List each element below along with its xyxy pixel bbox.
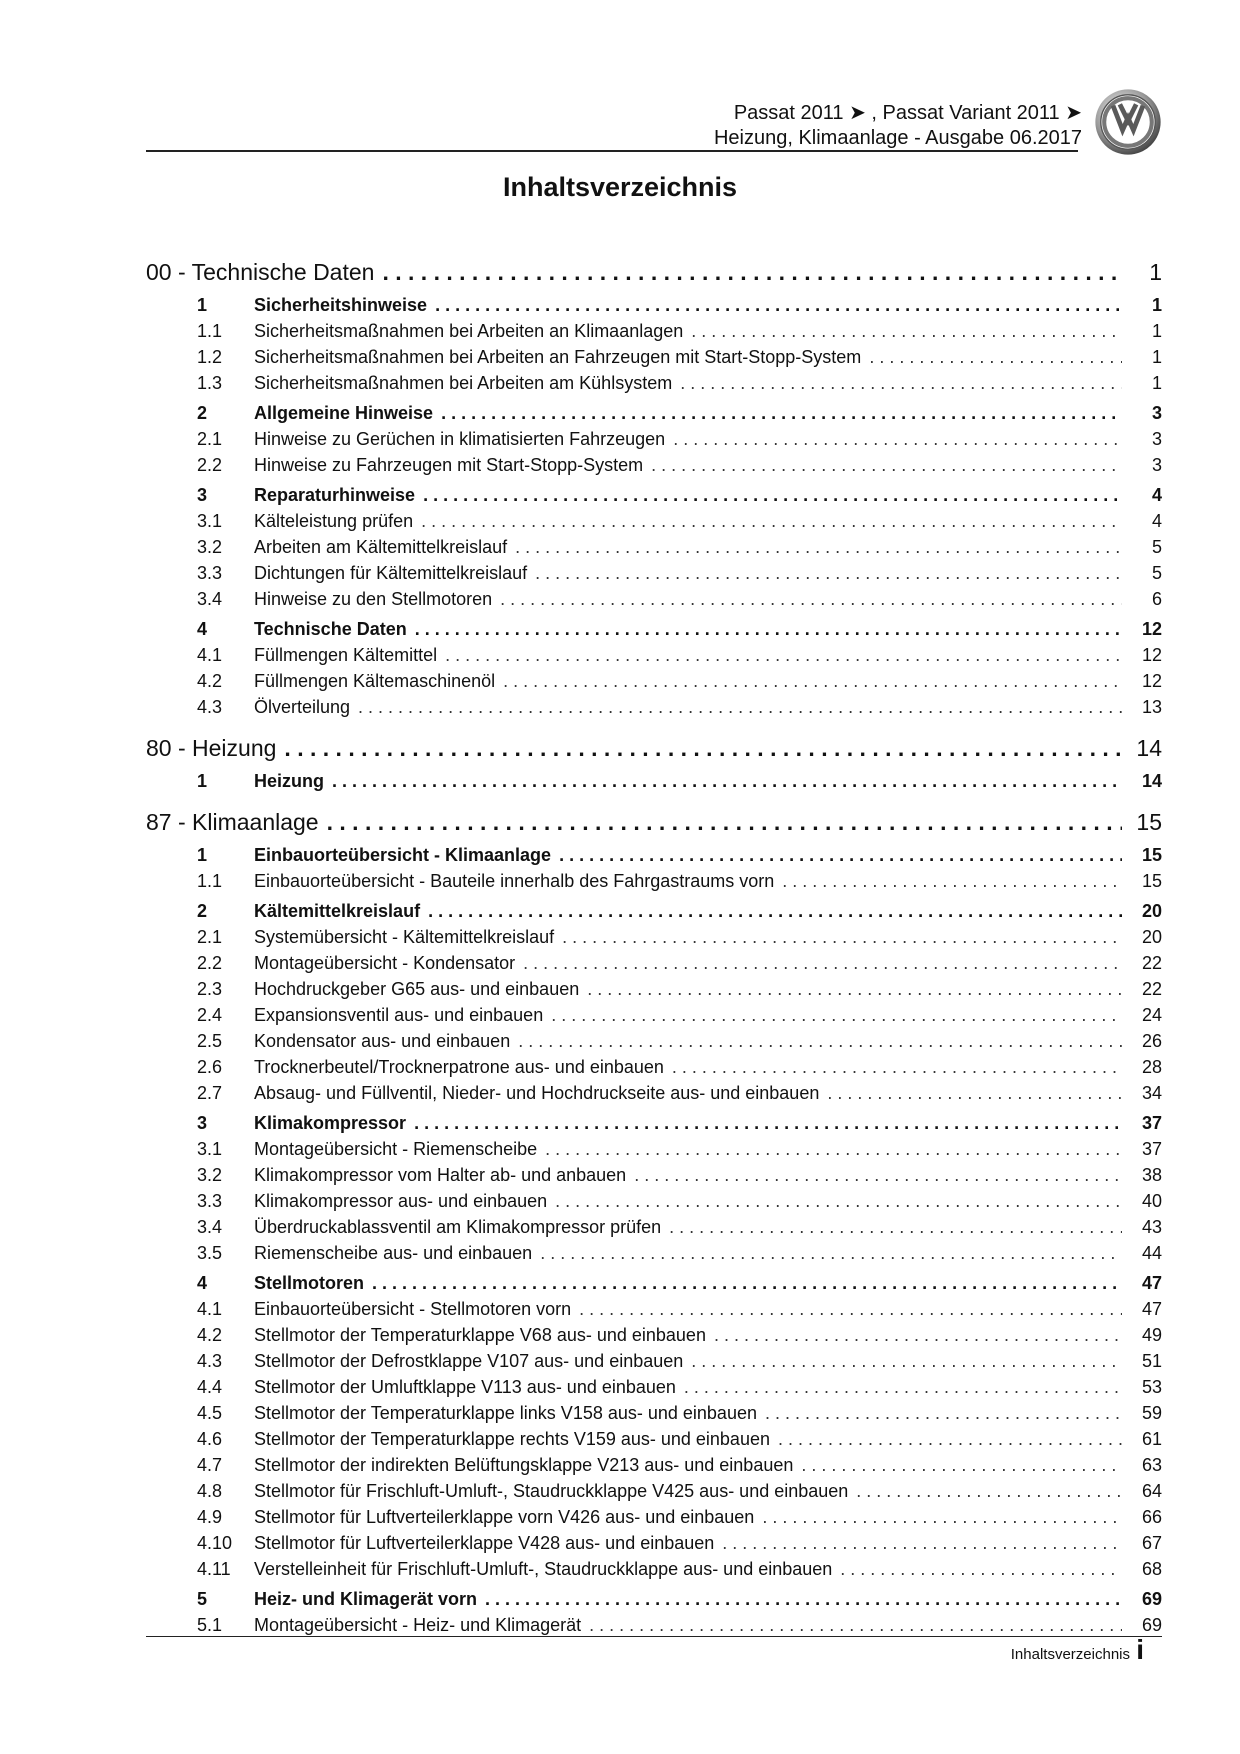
header-manual-line: Heizung, Klimaanlage - Ausgabe 06.2017 (713, 127, 1082, 149)
toc-dot-leader (651, 455, 1122, 476)
toc-dot-leader (714, 1325, 1122, 1346)
toc-chapter-row[interactable] (146, 800, 1162, 836)
toc-dot-leader (372, 1273, 1122, 1294)
toc-entry-number: 4 (197, 1273, 208, 1293)
toc-chapter-row[interactable] (146, 250, 1162, 286)
toc-entry-title: Stellmotor der Defrostklappe V107 aus- und einbauen (254, 1351, 684, 1371)
toc-entry-number: 2.5 (197, 1031, 223, 1051)
toc-dot-leader (762, 1507, 1122, 1528)
toc-entry-title: Stellmotor für Luftverteilerklappe vorn V426 aus- und einbauen (254, 1507, 755, 1527)
toc-entry-page: 5 (1151, 537, 1162, 557)
toc-entry-number: 3 (197, 1113, 208, 1133)
toc-entry-title: Expansionsventil aus- und einbauen (254, 1005, 544, 1025)
toc-entry-title: Hinweise zu den Stellmotoren (254, 589, 493, 609)
toc-entry-title: Stellmotor der Umluftklappe V113 aus- und einbauen (254, 1377, 676, 1397)
toc-entry-page: 68 (1141, 1559, 1162, 1579)
toc-entry-number: 3.1 (197, 511, 223, 531)
toc-entry-page: 1 (1151, 347, 1162, 367)
toc-dot-leader (559, 845, 1122, 866)
toc-dot-leader (415, 619, 1122, 640)
toc-section-row[interactable] (146, 1584, 1162, 1610)
footer-label: Inhaltsverzeichnis (1010, 1646, 1130, 1663)
toc-entry-page: 3 (1151, 429, 1162, 449)
toc-entry-number: 1 (197, 771, 208, 791)
toc-entry-title: Reparaturhinweise (254, 485, 416, 505)
toc-entry-title: Füllmengen Kältemittel (254, 645, 438, 665)
toc-sub-row[interactable] (146, 1078, 1162, 1104)
toc-dot-leader (869, 347, 1122, 368)
toc-sub-row[interactable] (146, 1476, 1162, 1502)
toc-entry-page: 49 (1141, 1325, 1162, 1345)
toc-sub-row[interactable] (146, 506, 1162, 532)
page-title: Inhaltsverzeichnis (502, 172, 738, 202)
toc-sub-row[interactable] (146, 1000, 1162, 1026)
toc-entry-page: 5 (1151, 563, 1162, 583)
toc-entry-page: 51 (1141, 1351, 1162, 1371)
toc-entry-page: 20 (1141, 927, 1162, 947)
toc-section-row[interactable] (146, 1108, 1162, 1134)
toc-entry-page: 66 (1141, 1507, 1162, 1527)
toc-entry-title: Einbauorteübersicht - Bauteile innerhalb des Fahrgastraums vorn (254, 871, 775, 891)
footer-divider (146, 1636, 1162, 1637)
toc-entry-title: Heizung (254, 771, 324, 791)
toc-dot-leader (801, 1455, 1122, 1476)
toc-entry-title: Hinweise zu Fahrzeugen mit Start-Stopp-System (254, 455, 644, 475)
toc-entry-title: Einbauorteübersicht - Klimaanlage (254, 845, 552, 865)
toc-entry-page: 47 (1141, 1273, 1162, 1293)
toc-sub-row[interactable] (146, 1134, 1162, 1160)
toc-entry-title: Stellmotor der indirekten Belüftungsklappe V213 aus- und einbauen (254, 1455, 794, 1475)
toc-entry-title: Sicherheitsmaßnahmen bei Arbeiten an Klimaanlagen (254, 321, 684, 341)
toc-entry-page: 69 (1141, 1589, 1162, 1609)
toc-entry-title: Kondensator aus- und einbauen (254, 1031, 511, 1051)
toc-entry-page: 1 (1151, 373, 1162, 393)
toc-entry-title: Klimakompressor vom Halter ab- und anbauen (254, 1165, 627, 1185)
vw-logo-icon (1094, 88, 1162, 156)
toc-entry-number: 4.7 (197, 1455, 223, 1475)
toc-entry-number: 4.2 (197, 1325, 223, 1345)
toc-entry-number: 4.2 (197, 671, 223, 691)
toc-sub-row[interactable] (146, 1424, 1162, 1450)
toc-dot-leader (551, 1005, 1122, 1026)
toc-entry-page: 15 (1136, 809, 1162, 835)
toc-entry-page: 1 (1149, 259, 1162, 285)
toc-entry-title: Dichtungen für Kältemittelkreislauf (254, 563, 528, 583)
toc-dot-leader (673, 429, 1122, 450)
toc-entry-page: 12 (1141, 619, 1162, 639)
toc-entry-number: 1.1 (197, 871, 223, 891)
toc-dot-leader (414, 1113, 1122, 1134)
toc-section-row[interactable] (146, 1268, 1162, 1294)
toc-sub-row[interactable] (146, 1294, 1162, 1320)
toc-sub-row[interactable] (146, 1026, 1162, 1052)
toc-entry-number: 5.1 (197, 1615, 223, 1635)
toc-entry-title: Technische Daten (254, 619, 407, 639)
toc-section-row[interactable] (146, 766, 1162, 792)
toc-dot-leader (332, 771, 1122, 792)
toc-entry-page: 26 (1141, 1031, 1162, 1051)
toc-entry-number: 3.3 (197, 563, 223, 583)
toc-entry-title: 80 - Heizung (146, 735, 277, 761)
toc-dot-leader (672, 1057, 1122, 1078)
toc-entry-title: Sicherheitsmaßnahmen bei Arbeiten an Fahrzeugen mit Start-Stopp-System (254, 347, 862, 367)
toc-sub-row[interactable] (146, 1320, 1162, 1346)
toc-entry-number: 2.6 (197, 1057, 223, 1077)
toc-entry-number: 2 (197, 901, 208, 921)
toc-entry-page: 37 (1141, 1139, 1162, 1159)
toc-dot-leader (669, 1217, 1122, 1238)
toc-dot-leader (691, 1351, 1122, 1372)
toc-entry-page: 40 (1141, 1191, 1162, 1211)
toc-dot-leader (778, 1429, 1122, 1450)
toc-entry-title: Ölverteilung (254, 697, 351, 717)
toc-entry-page: 15 (1141, 845, 1162, 865)
toc-entry-number: 4.1 (197, 1299, 223, 1319)
toc-entry-title: 00 - Technische Daten (146, 259, 375, 285)
toc-entry-page: 63 (1141, 1455, 1162, 1475)
toc-sub-row[interactable] (146, 1528, 1162, 1554)
toc-sub-row[interactable] (146, 1502, 1162, 1528)
toc-entry-page: 12 (1141, 671, 1162, 691)
toc-dot-leader (421, 511, 1122, 532)
toc-dot-leader (540, 1243, 1122, 1264)
toc-entry-page: 28 (1141, 1057, 1162, 1077)
toc-entry-title: Kältemittelkreislauf (254, 901, 421, 921)
toc-entry-number: 1.1 (197, 321, 223, 341)
toc-sub-row[interactable] (146, 1238, 1162, 1264)
toc-sub-row[interactable] (146, 1610, 1162, 1636)
toc-entry-title: Arbeiten am Kältemittelkreislauf (254, 537, 508, 557)
toc-sub-row[interactable] (146, 1554, 1162, 1580)
toc-sub-row[interactable] (146, 948, 1162, 974)
toc-entry-page: 14 (1141, 771, 1162, 791)
toc-dot-leader (382, 259, 1122, 286)
toc-section-row[interactable] (146, 614, 1162, 640)
toc-entry-title: Klimakompressor aus- und einbauen (254, 1191, 548, 1211)
toc-sub-row[interactable] (146, 640, 1162, 666)
toc-entry-number: 1 (197, 845, 208, 865)
toc-sub-row[interactable] (146, 1052, 1162, 1078)
toc-entry-number: 2.2 (197, 455, 223, 475)
toc-dot-leader (840, 1559, 1122, 1580)
toc-entry-page: 20 (1141, 901, 1162, 921)
toc-section-row[interactable] (146, 840, 1162, 866)
toc-sub-row[interactable] (146, 1450, 1162, 1476)
toc-entry-number: 4 (197, 619, 208, 639)
toc-dot-leader (284, 735, 1122, 762)
toc-entry-number: 3 (197, 485, 208, 505)
toc-entry-title: Sicherheitsmaßnahmen bei Arbeiten am Kühlsystem (254, 373, 673, 393)
toc-entry-number: 4.1 (197, 645, 223, 665)
toc-dot-leader (589, 1615, 1122, 1636)
toc-dot-leader (587, 979, 1122, 1000)
toc-entry-page: 12 (1141, 645, 1162, 665)
toc-sub-row[interactable] (146, 316, 1162, 342)
toc-entry-title: Trocknerbeutel/Trocknerpatrone aus- und einbauen (254, 1057, 664, 1077)
toc-entry-page: 6 (1151, 589, 1162, 609)
toc-dot-leader (441, 403, 1122, 424)
toc-sub-row[interactable] (146, 1372, 1162, 1398)
toc-entry-number: 1.2 (197, 347, 223, 367)
toc-entry-page: 4 (1151, 511, 1162, 531)
toc-dot-leader (782, 871, 1122, 892)
toc-entry-number: 4.3 (197, 697, 223, 717)
toc-entry-title: Montageübersicht - Kondensator (254, 953, 516, 973)
toc-sub-row[interactable] (146, 866, 1162, 892)
toc-sub-row[interactable] (146, 666, 1162, 692)
toc-sub-row[interactable] (146, 368, 1162, 394)
toc-entry-number: 4.8 (197, 1481, 223, 1501)
toc-entry-title: Montageübersicht - Riemenscheibe (254, 1139, 538, 1159)
toc-entry-number: 5 (197, 1589, 208, 1609)
toc-entry-page: 1 (1151, 321, 1162, 341)
toc-entry-page: 4 (1151, 485, 1162, 505)
toc-dot-leader (503, 671, 1122, 692)
toc-dot-leader (680, 373, 1122, 394)
toc-dot-leader (327, 809, 1122, 836)
toc-dot-leader (856, 1481, 1122, 1502)
footer-page-number: i (1136, 1634, 1144, 1665)
toc-dot-leader (428, 901, 1122, 922)
toc-entry-title: Kälteleistung prüfen (254, 511, 414, 531)
toc-entry-title: Verstelleinheit für Frischluft-Umluft-, Staudruckklappe aus- und einbauen (254, 1559, 833, 1579)
toc-entry-page: 22 (1141, 953, 1162, 973)
toc-entry-page: 64 (1141, 1481, 1162, 1501)
toc-dot-leader (684, 1377, 1122, 1398)
toc-dot-leader (555, 1191, 1122, 1212)
toc-dot-leader (827, 1083, 1122, 1104)
page-header (146, 96, 1162, 154)
toc-entry-page: 14 (1136, 735, 1162, 761)
toc-entry-number: 4.5 (197, 1403, 223, 1423)
toc-entry-page: 43 (1141, 1217, 1162, 1237)
toc-entry-title: Stellmotor der Temperaturklappe rechts V159 aus- und einbauen (254, 1429, 770, 1449)
toc-dot-leader (445, 645, 1122, 666)
toc-entry-title: Hochdruckgeber G65 aus- und einbauen (254, 979, 580, 999)
toc-dot-leader (435, 295, 1122, 316)
toc-dot-leader (515, 537, 1122, 558)
toc-entry-page: 22 (1141, 979, 1162, 999)
toc-entry-page: 44 (1141, 1243, 1162, 1263)
toc-entry-title: Riemenscheibe aus- und einbauen (254, 1243, 533, 1263)
toc-entry-title: Stellmotoren (254, 1273, 365, 1293)
toc-sub-row[interactable] (146, 450, 1162, 476)
toc-section-row[interactable] (146, 290, 1162, 316)
toc-sub-row[interactable] (146, 532, 1162, 558)
toc-entry-title: Stellmotor der Temperaturklappe links V158 aus- und einbauen (254, 1403, 757, 1423)
toc-entry-title: Füllmengen Kältemaschinenöl (254, 671, 496, 691)
toc-dot-leader (545, 1139, 1122, 1160)
toc-entry-number: 3.1 (197, 1139, 223, 1159)
toc-entry-title: Hinweise zu Gerüchen in klimatisierten Fahrzeugen (254, 429, 666, 449)
toc-entry-page: 3 (1151, 455, 1162, 475)
toc-entry-title: Heiz- und Klimagerät vorn (254, 1589, 478, 1609)
toc-sub-row[interactable] (146, 558, 1162, 584)
toc-entry-number: 4.6 (197, 1429, 223, 1449)
toc-dot-leader (722, 1533, 1122, 1554)
toc-entry-page: 67 (1141, 1533, 1162, 1553)
toc-dot-leader (523, 953, 1122, 974)
toc-sub-row[interactable] (146, 1212, 1162, 1238)
toc-chapter-row[interactable] (146, 726, 1162, 762)
toc-entry-number: 3.3 (197, 1191, 223, 1211)
toc-entry-page: 24 (1141, 1005, 1162, 1025)
toc-entry-number: 1 (197, 295, 208, 315)
toc-sub-row[interactable] (146, 1398, 1162, 1424)
toc-sub-row[interactable] (146, 1186, 1162, 1212)
toc-entry-number: 3.2 (197, 1165, 223, 1185)
table-of-contents (146, 242, 1162, 1636)
toc-dot-leader (634, 1165, 1122, 1186)
toc-entry-page: 13 (1141, 697, 1162, 717)
toc-entry-number: 3.4 (197, 589, 223, 609)
toc-entry-number: 4.9 (197, 1507, 223, 1527)
toc-entry-number: 2.2 (197, 953, 223, 973)
toc-section-row[interactable] (146, 896, 1162, 922)
toc-entry-page: 69 (1141, 1615, 1162, 1635)
toc-entry-number: 2 (197, 403, 208, 423)
toc-dot-leader (500, 589, 1122, 610)
toc-dot-leader (691, 321, 1122, 342)
toc-section-row[interactable] (146, 480, 1162, 506)
toc-entry-title: Stellmotor der Temperaturklappe V68 aus- und einbauen (254, 1325, 706, 1345)
toc-entry-number: 3.5 (197, 1243, 223, 1263)
toc-entry-number: 1.3 (197, 373, 223, 393)
toc-sub-row[interactable] (146, 922, 1162, 948)
toc-sub-row[interactable] (146, 342, 1162, 368)
toc-entry-page: 61 (1141, 1429, 1162, 1449)
toc-sub-row[interactable] (146, 424, 1162, 450)
toc-dot-leader (579, 1299, 1122, 1320)
toc-entry-page: 53 (1141, 1377, 1162, 1397)
header-model-line: Passat 2011 ➤ , Passat Variant 2011 ➤ (733, 102, 1082, 124)
toc-dot-leader (485, 1589, 1122, 1610)
toc-dot-leader (535, 563, 1122, 584)
toc-entry-number: 2.7 (197, 1083, 223, 1103)
toc-section-row[interactable] (146, 398, 1162, 424)
toc-entry-page: 38 (1141, 1165, 1162, 1185)
toc-entry-page: 15 (1141, 871, 1162, 891)
toc-entry-title: Allgemeine Hinweise (254, 403, 434, 423)
toc-entry-number: 3.4 (197, 1217, 223, 1237)
toc-entry-number: 4.3 (197, 1351, 223, 1371)
toc-dot-leader (765, 1403, 1122, 1424)
toc-entry-title: Klimakompressor (254, 1113, 407, 1133)
toc-sub-row[interactable] (146, 1346, 1162, 1372)
toc-entry-page: 1 (1151, 295, 1162, 315)
toc-entry-page: 47 (1141, 1299, 1162, 1319)
toc-entry-number: 4.10 (197, 1533, 233, 1553)
header-divider (146, 150, 1078, 152)
toc-dot-leader (358, 697, 1122, 718)
toc-entry-page: 37 (1141, 1113, 1162, 1133)
toc-entry-number: 2.3 (197, 979, 223, 999)
toc-entry-title: Montageübersicht - Heiz- und Klimagerät (254, 1615, 582, 1635)
toc-entry-title: Sicherheitshinweise (254, 295, 428, 315)
toc-entry-number: 2.1 (197, 429, 223, 449)
toc-entry-title: 87 - Klimaanlage (146, 809, 319, 835)
toc-sub-row[interactable] (146, 584, 1162, 610)
toc-dot-leader (423, 485, 1122, 506)
toc-entry-title: Absaug- und Füllventil, Nieder- und Hochdruckseite aus- und einbauen (254, 1083, 820, 1103)
toc-entry-number: 3.2 (197, 537, 223, 557)
toc-entry-title: Stellmotor für Frischluft-Umluft-, Staudruckklappe V425 aus- und einbauen (254, 1481, 849, 1501)
toc-dot-leader (562, 927, 1122, 948)
toc-sub-row[interactable] (146, 974, 1162, 1000)
toc-sub-row[interactable] (146, 1160, 1162, 1186)
toc-dot-leader (518, 1031, 1122, 1052)
toc-entry-number: 4.11 (197, 1559, 231, 1579)
toc-entry-title: Überdruckablassventil am Klimakompressor prüfen (254, 1217, 662, 1237)
toc-entry-number: 2.4 (197, 1005, 223, 1025)
toc-entry-title: Einbauorteübersicht - Stellmotoren vorn (254, 1299, 572, 1319)
toc-entry-page: 59 (1141, 1403, 1162, 1423)
toc-entry-page: 3 (1151, 403, 1162, 423)
toc-entry-page: 34 (1141, 1083, 1162, 1103)
toc-entry-number: 4.4 (197, 1377, 223, 1397)
toc-sub-row[interactable] (146, 692, 1162, 718)
toc-entry-title: Stellmotor für Luftverteilerklappe V428 aus- und einbauen (254, 1533, 715, 1553)
toc-entry-title: Systemübersicht - Kältemittelkreislauf (254, 927, 555, 947)
toc-entry-number: 2.1 (197, 927, 223, 947)
